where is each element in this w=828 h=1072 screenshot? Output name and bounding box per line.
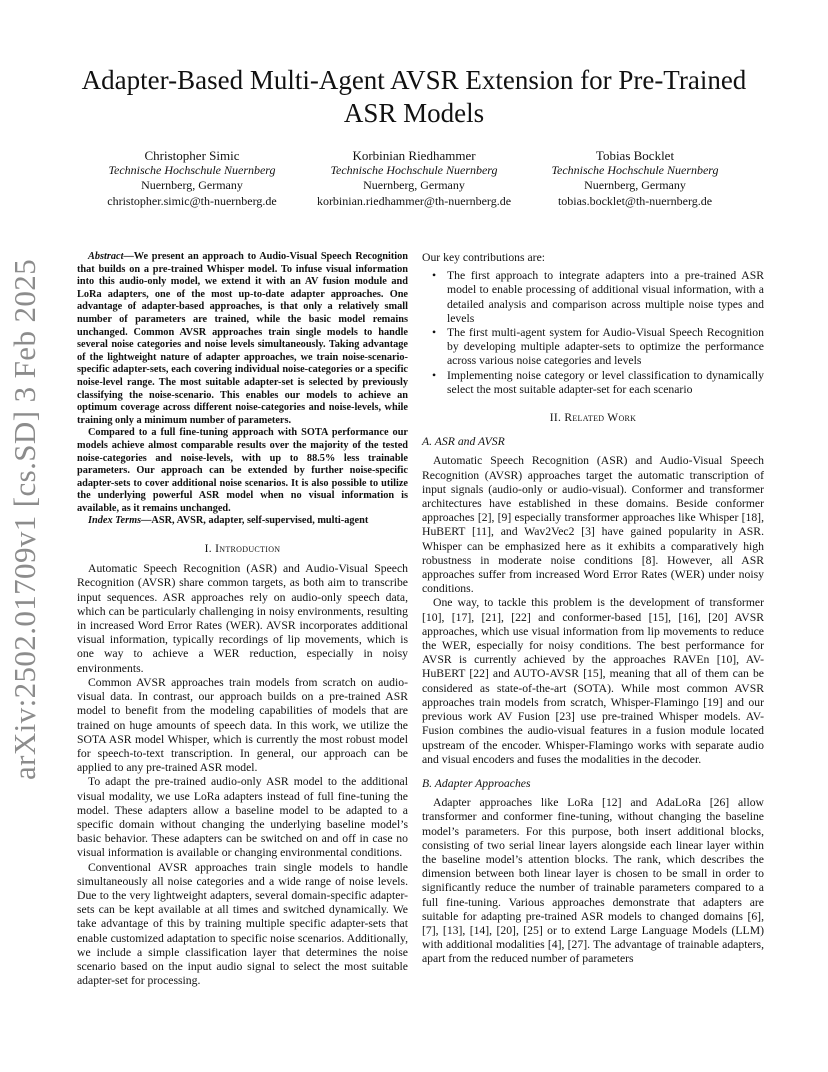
paper-title: Adapter-Based Multi-Agent AVSR Extension for Pre-Trained ASR Models [81,65,747,128]
index-terms: Index Terms—ASR, AVSR, adapter, self-supervised, multi-agent [88,515,369,527]
body-paragraph: To adapt the pre-trained audio-only ASR model to the additional visual modality, we use LoRa adapters instead of full fine-tuning the model. These adapters allow a baseline model to be adapted to a specific domain without changing the underlying baseline model’s basic behavior. These adapters can be switched on and off in case no visual information is available or changing environmental conditions. [77,775,408,860]
author-affiliation: Technische Hochschule Nuernberg [330,163,498,178]
section-title: Related Work [564,412,637,425]
author-location: Nuernberg, Germany [141,178,243,193]
bullet-icon: • [432,368,437,382]
bullet-icon: • [432,326,437,340]
author-block [515,148,755,209]
author-email[interactable]: korbinian.riedhammer@th-nuernberg.de [316,193,512,208]
author-name: Korbinian Riedhammer [352,148,476,163]
section-heading-related-work [422,411,764,425]
section-title: Introduction [215,543,281,556]
list-item [422,269,764,326]
author-location: Nuernberg, Germany [584,178,686,193]
abstract-text: We present an approach to Audio-Visual Speech Recognition that builds on a pre-trained Whisper model. To infuse visual information into this audio-only model, we extend it with an AV fusion module and LoRa adapters, one of the most up-to-date adapter approaches. One advantage of adapter-based approaches, is that only a relatively small number of parameters are trained, while the basic model remains unchanged. Common AVSR approaches train single models to handle several noise categories and noise levels simultaneously. Taking advantage of the lightweight nature of adapter approaches, we train noise-scenario-specific adapter-sets, each covering individual noise-categories or a specific noise-level range. The most suitable adapter-set is selected by previously classifying the noise-scenario. This enables our models to achieve an optimum coverage across different noise-categories and noise-levels, while training only a minimum number of parameters. [77,251,408,426]
list-item [422,326,764,369]
section-heading-introduction [77,542,408,556]
list-item [422,369,764,397]
body-paragraph: One way, to tackle this problem is the development of transformer [10], [17], [21], [22] and conformer-based [15], [16], [20] AVSR approaches, which use visual information from lip movements to reduce the WER, especially for noisy conditions. The best performance for AVSR is currently achieved by the approaches RAVEn [10], AV-HuBERT [22] and AUTO-AVSR [15], meaning that all of them can be considered as state-of-the-art (SOTA). While most common AVSR approaches train models from scratch, Whisper-Flamingo [19] and our previous work AV Fusion [23] use pre-trained Whisper models. AV-Fusion combines the audio-visual features in a fusion module located upstream of the encoder. Whisper-Flamingo works with separate audio and visual encoders and fuses the modalities in the decoder. [422,596,764,766]
bullet-icon: • [432,269,437,283]
author-email[interactable]: tobias.bocklet@th-nuernberg.de [557,193,713,208]
author-name: Tobias Bocklet [595,148,675,163]
abstract-label: Abstract [88,251,124,262]
list-item-text: The first approach to integrate adapters into a pre-trained ASR model to enable processing of additional visual information, with a detailed analysis and comparison across multiple noise types and levels [447,269,764,325]
abstract-paragraph: Compared to a full fine-tuning approach with SOTA performance our models achieve almost comparable results over the majority of the tested noise-categories and noise-levels, with up to 88.5% less trainable parameters. Our approach can be extended by further noise-specific adapter-sets to cover additional noise scenarios. It is also possible to utilize the underlying powerful ASR model when no visual information is available, as it remains unchanged. [77,427,408,514]
section-number: I. [204,543,212,556]
left-column [77,251,408,988]
list-item-text: Implementing noise category or level classification to dynamically select the most suitable adapter-set for each scenario [447,368,764,396]
body-paragraph: Automatic Speech Recognition (ASR) and Audio-Visual Speech Recognition (AVSR) share common targets, as both aim to transcribe input sequences. ASR approaches rely on audio-only speech data, which can be particularly challenging in noisy environments, resulting in increased Word Error Rates (WER). AVSR incorporates additional visual information, typically recordings of lip movements, which is one way to achieve a WER reduction, especially in noisy environments. [77,562,408,675]
body-paragraph: Conventional AVSR approaches train single models to handle simultaneously all noise categories and a wide range of noise levels. Due to the very lightweight adapters, several domain-specific adapter-sets can be kept available at all times and switched dynamically. We take advantage of this by training multiple specific adapter-sets that enable customized adaptation to specific noise scenarios. Additionally, we include a simple classification layer that determines the noise scenario based on the input audio signal to select the most suitable adapter-set for processing. [77,860,408,988]
subsection-heading: B. Adapter Approaches [422,776,531,790]
author-affiliation: Technische Hochschule Nuernberg [108,163,276,178]
arxiv-identifier-stamp: arXiv:2502.01709v1 [cs.SD] 3 Feb 2025 [7,258,42,780]
body-paragraph: Adapter approaches like LoRa [12] and AdaLoRa [26] allow transformer and conformer fine-tuning, without changing the baseline model’s parameters. For this purpose, both insert additional blocks, consisting of two serial linear layers alongside each linear layer within the baseline model’s attention blocks. The rank, which describes the dimension between both linear layer is chosen to be small in order to significantly reduce the number of trainable parameters compared to a full fine-tuning. Various approaches demonstrate that adapters are suitable for adapting pre-trained ASR models to changed domains [6], [7], [13], [14], [20], [25] or to extend Large Language Models (LLM) with additional modalities [4], [27]. The advantage of trainable adapters, apart from the reduced number of parameters [422,796,764,966]
contributions-intro: Our key contributions are: [422,251,546,264]
body-paragraph: Automatic Speech Recognition (ASR) and Audio-Visual Speech Recognition (AVSR) approaches target the automatic transcription of input signals (audio-only or audio-visual). Conformer and transformer architectures have established in these domains. Beside conformer approaches [2], [9] especially transformer approaches like Whisper [18], HuBERT [11], and Wav2Vec2 [3] have gained popularity in ASR. Whisper can be emphasized here as it exhibits a comparatively high robustness in moderate noise conditions [8]. However, all ASR approaches suffer from increased Word Error Rates (WER) under noisy conditions. [422,454,764,596]
list-item-text: The first multi-agent system for Audio-Visual Speech Recognition by developing multiple adapter-sets to optimize the performance across various noise categories and levels [447,326,764,368]
author-block [294,148,534,209]
contributions-list [422,269,764,397]
index-terms-label: Index Terms [88,515,142,527]
author-name: Christopher Simic [144,148,240,163]
right-column [422,251,764,967]
author-location: Nuernberg, Germany [363,178,465,193]
index-terms-text: ASR, AVSR, adapter, self-supervised, multi-agent [151,515,369,527]
author-email[interactable]: christopher.simic@th-nuernberg.de [107,193,277,208]
section-number: II. [549,412,562,425]
author-affiliation: Technische Hochschule Nuernberg [551,163,719,178]
body-paragraph: Common AVSR approaches train models from scratch on audio-visual data. In contrast, our approach builds on a pre-trained ASR model to benefit from the modeling capabilities of models that are trained on huge amounts of speech data. In this work, we utilize the SOTA ASR model Whisper, which is currently the most robust model for speech-to-text transcription. In general, our approach can be applied to any pre-trained ASR model. [77,675,408,775]
author-block [72,148,312,209]
abstract-paragraph: Abstract—We present an approach to Audio-Visual Speech Recognition that builds on a pre-trained Whisper model. To infuse visual information into this audio-only model, we extend it with an AV fusion module and LoRa adapters, one of the most up-to-date adapter approaches. One advantage of adapter-based approaches, is that only a relatively small number of parameters are trained, while the basic model remains unchanged. Common AVSR approaches train single models to handle several noise categories and noise levels simultaneously. Taking advantage of the lightweight nature of adapter approaches, we train noise-scenario-specific adapter-sets, each covering individual noise-categories or a specific noise-level range. The most suitable adapter-set is selected by previously classifying the noise-scenario. This enables our models to achieve an optimum coverage across different noise-categories and noise-levels, while training only a minimum number of parameters. [77,251,408,426]
subsection-heading: A. ASR and AVSR [422,435,505,449]
